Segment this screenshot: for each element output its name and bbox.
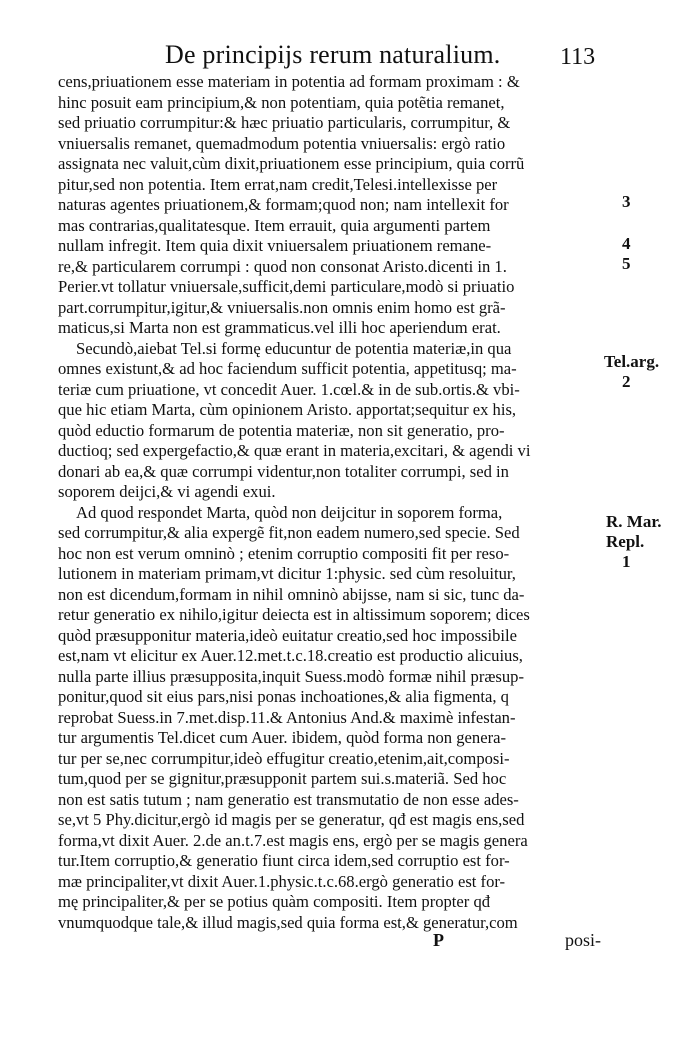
text-line: non est satis tutum ; nam generatio est transmutatio de non esse ades-: [58, 789, 519, 809]
text-line: part.corrumpitur,igitur,& vniuersalis.non omnis enim homo est grã-: [58, 297, 506, 317]
text-line: assignata nec valuit,cùm dixit,priuationem esse principium, quia corrũ: [58, 154, 525, 173]
text-line: donari ab ea,& quæ corrumpi videntur,non totaliter corrumpi, sed in: [58, 461, 509, 481]
text-line: Ad quod respondet Marta, quòd non deijcitur in soporem forma,: [76, 502, 503, 522]
text-line: vniuersalis remanet, quemadmodum potentia vniuersalis: ergò ratio: [58, 133, 506, 153]
text-line: non est dicendum,formam in nihil omninò abijsse, nam si sic, tunc da-: [58, 584, 525, 604]
text-line: ductioq; sed expergefactio,& quæ erant in materia,excitari, & agendi vi: [58, 441, 531, 460]
running-title: De principijs rerum naturalium.: [165, 40, 501, 69]
text-line: re,& particularem corrumpi : quod non consonat Aristo.dicenti in 1.: [58, 256, 507, 276]
margin-note: 4: [622, 234, 631, 253]
text-line: cens,priuationem esse materiam in potentia ad formam proximam : &: [58, 72, 520, 91]
text-line: tur per se,nec corrumpitur,ideò effugitur creatio,etenim,ait,composi-: [58, 748, 510, 768]
text-line: soporem deijci,& vi agendi exui.: [58, 482, 276, 501]
text-line: pitur,sed non potentia. Item errat,nam credit,Telesi.intellexisse per: [58, 174, 498, 194]
text-line: teriæ cum priuatione, vt concedit Auer. 1.cœl.& in de sub.ortis.& vbi-: [58, 379, 520, 399]
text-line: quòd præsupponitur materia,ideò euitatur creatio,sed hoc impossibile: [58, 625, 517, 645]
text-line: naturas agentes priuationem,& formam;quod non; nam intellexit for: [58, 195, 509, 214]
text-line: tum,quod per se gignitur,præsupponit partem sui.s.materiã. Sed hoc: [58, 769, 507, 788]
text-line: lutionem in materiam primam,vt dicitur 1:physic. sed cùm resoluitur,: [58, 564, 516, 583]
text-line: nulla parte illius præsupposita,inquit Suess.modò formæ nihil præsup-: [58, 666, 524, 686]
text-line: hoc non est verum omninò ; etenim corruptio compositi fit per reso-: [58, 543, 510, 563]
page-number: 113: [560, 44, 596, 70]
text-line: que hic etiam Marta, cùm opinionem Aristo. apportat;sequitur ex his,: [58, 400, 517, 419]
text-line: mæ principaliter,vt dixit Auer.1.physic.t.c.68.ergò generatio est for-: [58, 871, 506, 891]
margin-note: Tel.arg.: [604, 352, 660, 371]
text-line: Perier.vt tollatur vniuersale,sufficit,demi particulare,modò si priuatio: [58, 277, 515, 296]
text-line: omnes existunt,& ad hoc faciendum sufficit potentia, appetitusq; ma-: [58, 359, 517, 378]
text-line: ponitur,quod sit eius pars,nisi ponas inchoationes,& alia figmenta, q: [58, 687, 509, 706]
text-line: sed corrumpitur,& alia expergẽ fit,non eadem numero,sed specie. Sed: [58, 523, 520, 542]
text-line: nullam infregit. Item quia dixit vniuersalem priuationem remane-: [58, 236, 492, 255]
margin-note: 1: [622, 552, 631, 571]
text-line: vnumquodque tale,& illud magis,sed quia forma est,& generatur,com: [58, 912, 518, 932]
margin-note: 2: [622, 372, 631, 391]
text-line: hinc posuit eam principium,& non potentiam, quia potẽtia remanet,: [58, 92, 505, 112]
text-line: tur.Item corruptio,& generatio fiunt circa idem,sed corruptio est for-: [58, 851, 510, 870]
text-line: mas contrarias,qualitatesque. Item errauit, quia argumenti partem: [58, 215, 491, 235]
text-line: retur generatio ex nihilo,igitur deiecta est in altissimum soporem; dices: [58, 605, 530, 624]
page-footer: [58, 930, 601, 954]
text-line: est,nam vt elicitur ex Auer.12.met.t.c.18.creatio est productio alicuius,: [58, 646, 523, 665]
text-line: Secundò,aiebat Tel.si formę educuntur de potentia materiæ,in qua: [76, 338, 512, 358]
signature-mark: P: [433, 930, 444, 950]
text-line: reprobat Suess.in 7.met.disp.11.& Antonius And.& maximè infestan-: [58, 707, 516, 727]
text-line: sed priuatio corrumpitur:& hæc priuatio particularis, corrumpitur, &: [58, 113, 511, 132]
text-line: tur argumentis Tel.dicet cum Auer. ibidem, quòd forma non genera-: [58, 728, 506, 747]
main-text: [58, 72, 596, 933]
text-line: maticus,si Marta non est grammaticus.vel illi hoc aperiendum erat.: [58, 318, 501, 337]
catchword: posi-: [565, 930, 601, 950]
margin-note: 5: [622, 254, 631, 273]
text-line: quòd eductio formarum de potentia materiæ, non sit generatio, pro-: [58, 420, 505, 440]
margin-note: R. Mar.: [606, 512, 662, 531]
margin-note: 3: [622, 192, 631, 211]
text-line: mę principaliter,& per se potius quàm compositi. Item propter qđ: [58, 892, 491, 911]
margin-note: Repl.: [606, 532, 645, 551]
text-line: forma,vt dixit Auer. 2.de an.t.7.est magis ens, ergò per se magis genera: [58, 830, 528, 850]
text-line: se,vt 5 Phy.dicitur,ergò id magis per se generatur, qđ est magis ens,sed: [58, 810, 525, 829]
